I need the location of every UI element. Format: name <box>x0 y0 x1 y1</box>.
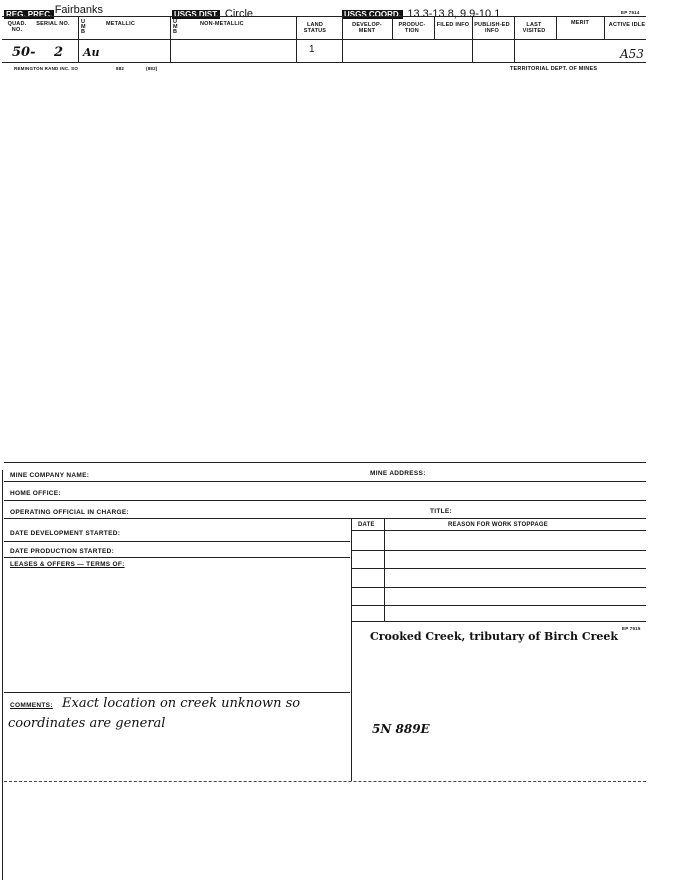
mine-company-label: MINE COMPANY NAME: <box>10 472 90 479</box>
region-value: Fairbanks <box>54 4 103 16</box>
merit-header: MERIT <box>570 20 590 26</box>
district-value: Circle <box>224 8 254 20</box>
divider <box>556 17 557 39</box>
rule <box>352 568 646 569</box>
filed-info-header: FILED INFO <box>436 22 470 28</box>
date-development-label: DATE DEVELOPMENT STARTED: <box>10 530 121 537</box>
serial-no-header: SERIAL NO. <box>36 21 70 27</box>
rule <box>352 550 646 551</box>
leases-label: LEASES & OFFERS — TERMS OF: <box>10 561 125 568</box>
last-visited-header: LAST VISITED <box>522 22 546 34</box>
merit-mark: A53 <box>620 47 644 61</box>
rule <box>4 557 350 558</box>
production-header: PRODUC-TION <box>398 22 426 34</box>
form-number: EP 7514 <box>621 10 640 15</box>
printer-mid1: 882 <box>116 66 125 71</box>
metallic-header: METALLIC <box>106 21 135 27</box>
district-field <box>172 4 253 22</box>
divider <box>604 17 605 39</box>
center-divider <box>351 519 352 781</box>
left-edge <box>2 470 3 880</box>
development-header: DEVELOP-MENT <box>352 22 382 34</box>
district-label: USGS DIST. <box>174 10 219 19</box>
serial-value: 2 <box>54 45 64 60</box>
rule <box>4 518 646 519</box>
comments-label: COMMENTS: <box>10 702 53 709</box>
region-label: REG. PREC. <box>6 10 53 19</box>
comments-line-2: coordinates are general <box>8 716 166 731</box>
reason-column-header: REASON FOR WORK STOPPAGE <box>448 522 548 528</box>
rule <box>352 530 646 531</box>
active-idle-header: ACTIVE IDLE <box>608 22 646 28</box>
date-production-label: DATE PRODUCTION STARTED: <box>10 548 115 555</box>
mine-address-label: MINE ADDRESS: <box>370 470 426 477</box>
divider <box>434 17 435 39</box>
coords-field <box>342 4 500 22</box>
coords-value: 13.3-13.8, 9.9-10.1 <box>407 8 501 20</box>
rule <box>4 541 350 542</box>
form-number-2: EP 7515 <box>622 626 641 631</box>
date-column-header: DATE <box>358 522 375 528</box>
rule <box>4 500 646 501</box>
printer-mid2: (882) <box>146 66 158 71</box>
comments-line-1: Exact location on creek unknown so <box>62 696 301 711</box>
quad-value: 50- <box>12 45 36 60</box>
printer-left: REMINGTON RAND INC. SO <box>14 66 79 71</box>
divider <box>392 17 393 39</box>
printer-right: TERRITORIAL DEPT. OF MINES <box>510 66 598 72</box>
title-label: TITLE: <box>430 508 453 515</box>
quad-no-header: QUAD. NO. <box>7 21 27 33</box>
operating-official-label: OPERATING OFFICIAL IN CHARGE: <box>10 509 129 516</box>
published-info-header: PUBLISH-ED INFO <box>474 22 510 34</box>
location-note: Crooked Creek, tributary of Birch Creek <box>370 630 619 643</box>
non-metallic-header: NON-METALLIC <box>200 21 244 27</box>
region-field <box>4 4 107 22</box>
land-status-value: 1 <box>309 44 315 55</box>
record-rule <box>2 62 646 63</box>
top-rule <box>2 16 646 17</box>
rule <box>352 621 646 622</box>
sw-note: 5N 889E <box>372 722 430 736</box>
form-bottom-rule <box>4 781 646 782</box>
header-rule <box>2 39 646 40</box>
rule <box>352 605 646 606</box>
coords-label: USGS COORD. <box>344 10 401 19</box>
rule <box>352 587 646 588</box>
metal-umb: U M B <box>81 19 86 35</box>
land-status-header: LAND STATUS <box>303 22 327 34</box>
nonmetal-umb: U M B <box>173 19 178 35</box>
home-office-label: HOME OFFICE: <box>10 490 61 497</box>
metallic-value: Au <box>83 46 100 59</box>
rule <box>4 692 350 693</box>
rule <box>4 481 646 482</box>
form-top-rule <box>4 462 646 463</box>
